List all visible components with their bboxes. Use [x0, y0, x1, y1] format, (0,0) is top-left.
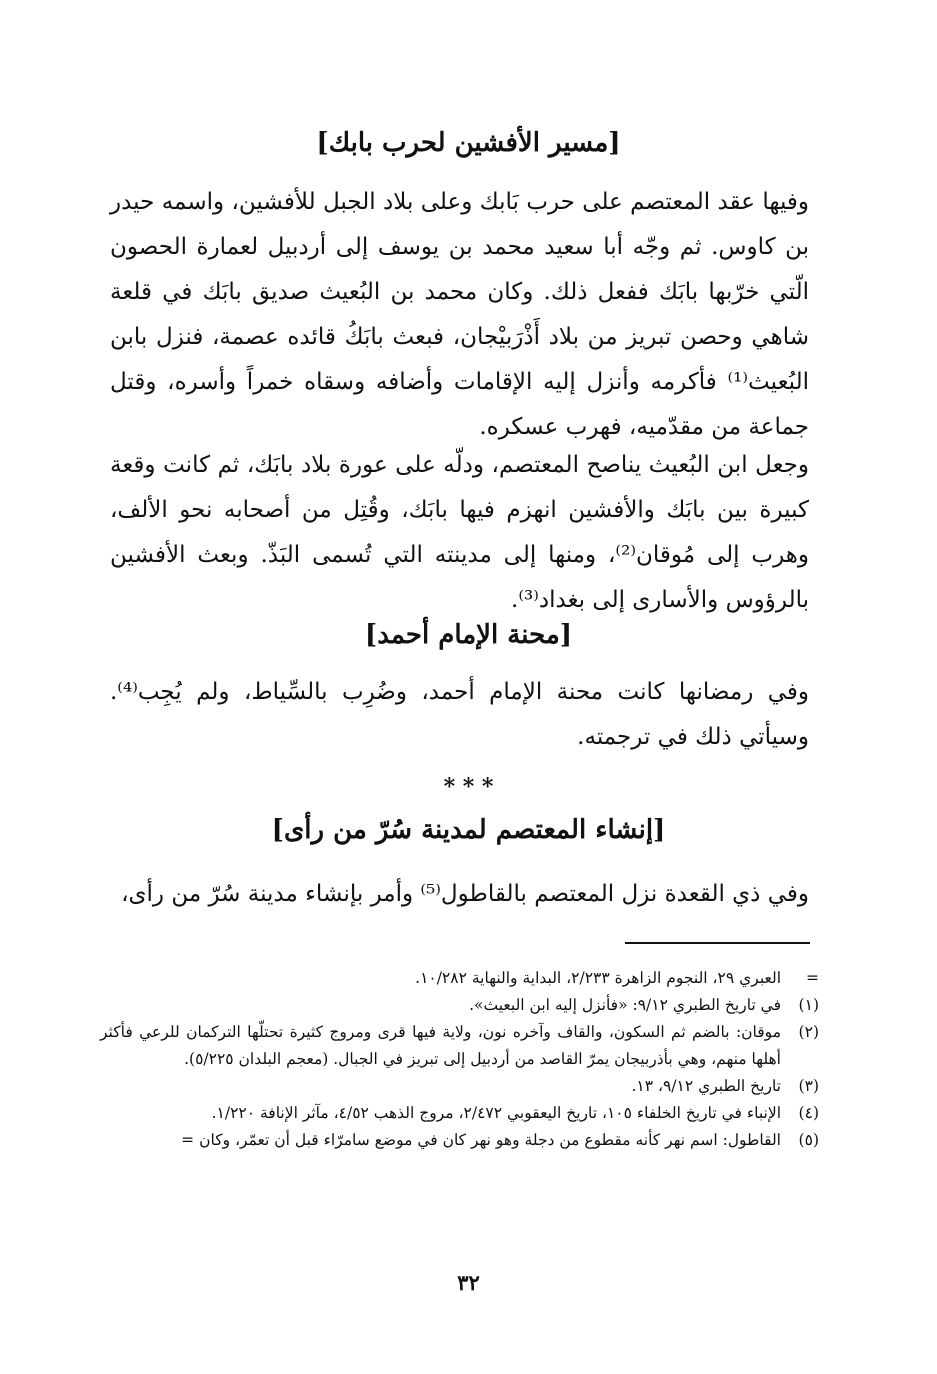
paragraph-mihna: وفي رمضانها كانت محنة الإمام أحمد، وضُرِب بالسِّياط، ولم يُجِب⁽⁴⁾. وسيأتي ذلك في ترجمته. — [110, 679, 809, 750]
footnote-divider — [625, 942, 810, 944]
footnote-text: القاطول: اسم نهر كأنه مقطوع من دجلة وهو نهر كان في موضع سامرّاء قبل أن تعمّر، وكان = — [181, 1131, 781, 1149]
footnote-marker: (٣) — [798, 1077, 819, 1095]
footnote-4 — [100, 1100, 819, 1127]
section-title-samarra: [إنشاء المعتصم لمدينة سُرّ من رأى] — [271, 815, 666, 845]
footnotes — [100, 965, 819, 1154]
paragraph-samarra: وفي ذي القعدة نزل المعتصم بالقاطول⁽⁵⁾ وأمر بإنشاء مدينة سُرّ من رأى، — [121, 881, 809, 907]
footnote-text: تاريخ الطبري ٩/١٢، ١٣. — [631, 1077, 781, 1095]
footnote-1 — [100, 992, 819, 1019]
footnote-marker: (٥) — [798, 1131, 819, 1149]
footnote-continuation — [100, 965, 819, 992]
page-number: ٣٢ — [457, 1270, 480, 1295]
footnote-2 — [100, 1019, 819, 1073]
section-title-afshin: [مسير الأفشين لحرب بابك] — [316, 128, 621, 158]
footnote-marker: (٢) — [798, 1023, 819, 1041]
footnote-text: العبري ٢٩، النجوم الزاهرة ٢/٢٣٣، البداية والنهاية ١٠/٢٨٢. — [415, 969, 781, 987]
footnote-text: موقان: بالضم ثم السكون، والقاف وآخره نون، ولاية فيها قرى ومروج كثيرة تحتلّها التركمان للرعي فأكثر أهلها منهم، وهي بأذربيجان يمرّ القاصد من أردبيل إلى تبريز في الجبال. (معجم البلدان ٥/٢٢٥). — [100, 1023, 781, 1068]
footnote-text: في تاريخ الطبري ٩/١٢: «فأنزل إليه ابن البعيث». — [469, 996, 781, 1014]
section-title-mihna: [محنة الإمام أحمد] — [364, 620, 573, 650]
footnote-3 — [100, 1073, 819, 1100]
footnote-marker: = — [806, 969, 819, 987]
footnote-5 — [100, 1127, 819, 1154]
footnote-text: الإنباء في تاريخ الخلفاء ١٠٥، تاريخ اليعقوبي ٢/٤٧٢، مروج الذهب ٤/٥٢، مآثر الإنافة ١/٢٢٠. — [211, 1104, 781, 1122]
paragraph-afshin-1: وفيها عقد المعتصم على حرب بَابك وعلى بلاد الجبل للأفشين، واسمه حيدر بن كاوس. ثم وجّه أبا سعيد محمد بن يوسف إلى أردبيل لعمارة الحصون الّتي خرّبها بابَك ففعل ذلك. وكان محمد بن البُعيث صديق بابَك في قلعة شاهي وحصن تبريز من بلاد أَذْرَبيْجان، فبعث بابَكُ قائده عصمة، فنزل بابن البُعيث⁽¹⁾ فأكرمه وأنزل إليه الإقامات وأضافه وسقاه خمراً وأسره، وقتل جماعة من مقدّميه، فهرب عسكره. — [110, 189, 809, 440]
section-separator: * * * — [443, 774, 494, 800]
paragraph-afshin-2: وجعل ابن البُعيث يناصح المعتصم، ودلّه على عورة بلاد بابَك، ثم كانت وقعة كبيرة بين بابَك والأفشين انهزم فيها بابَك، وقُتِل من أصحابه نحو الألف، وهرب إلى مُوقان⁽²⁾، ومنها إلى مدينته التي تُسمى البَذّ. وبعث الأفشين بالرؤوس والأسارى إلى بغداد⁽³⁾. — [110, 452, 809, 613]
footnote-marker: (٤) — [798, 1104, 819, 1122]
footnote-marker: (١) — [798, 996, 819, 1014]
